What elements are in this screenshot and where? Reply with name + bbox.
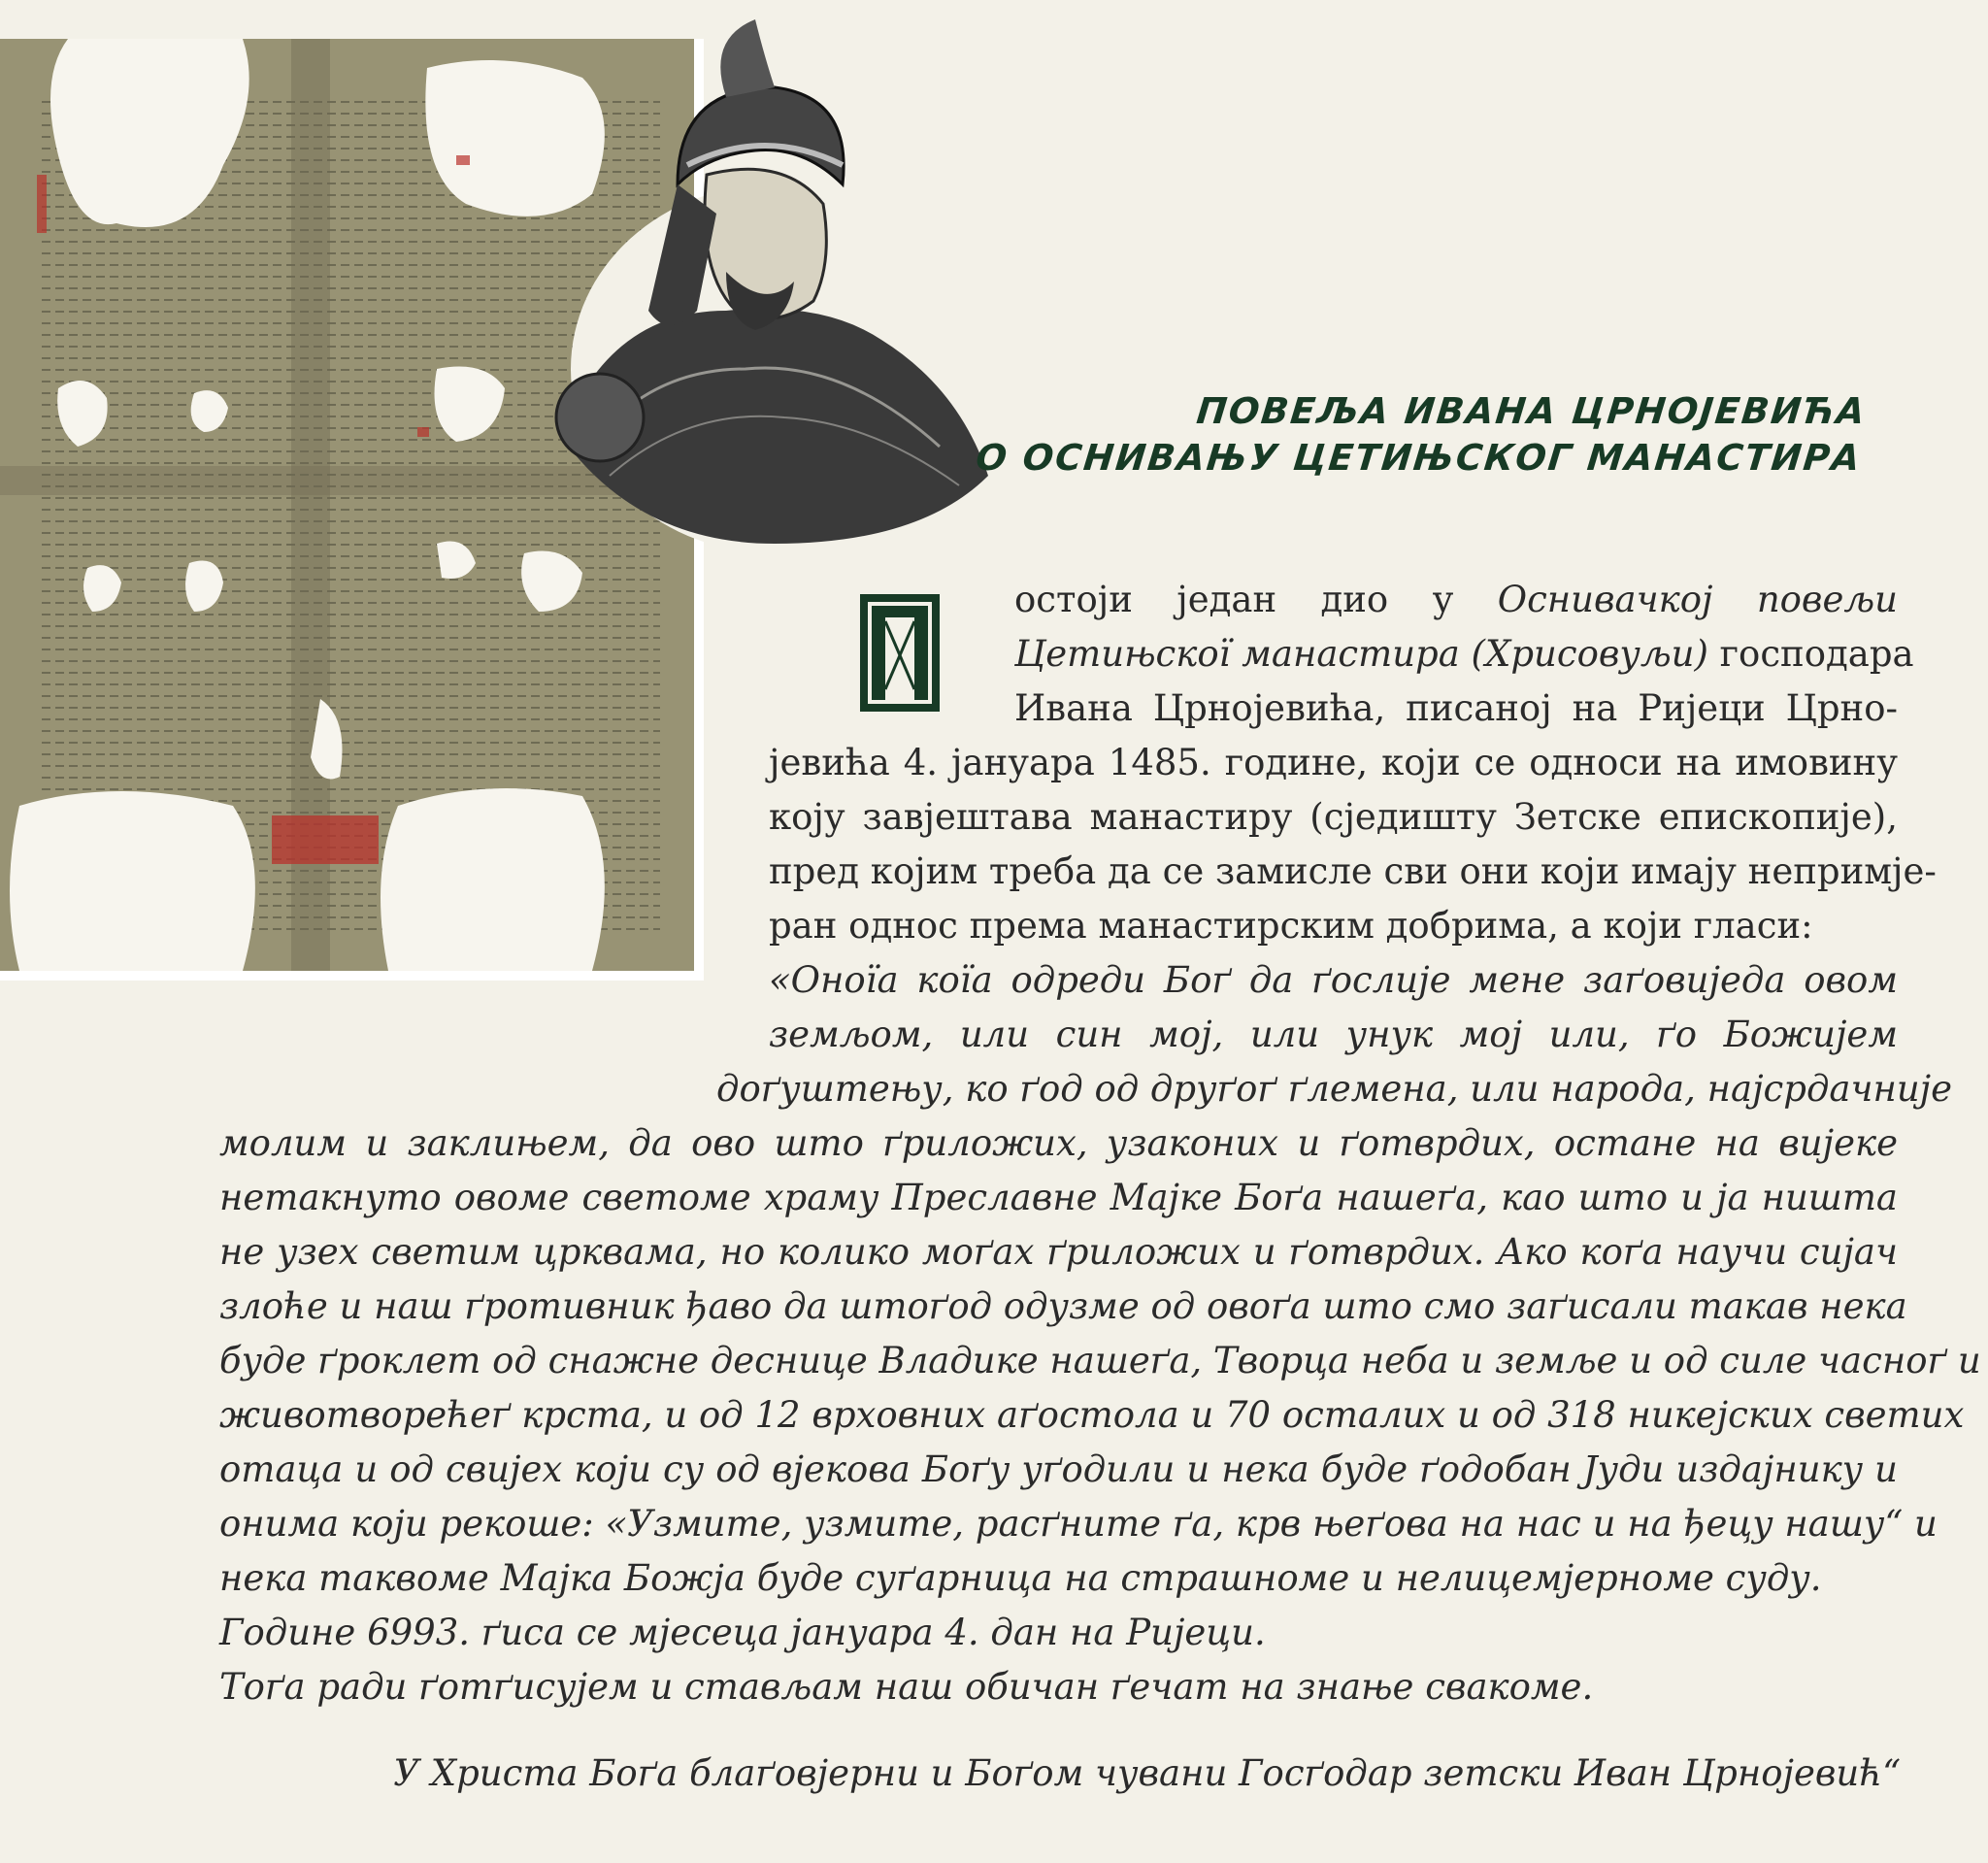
quote-line-3: доґуштењу, ко ґод од друґоґ ґлемена, или народа, најсрдачније	[716, 1068, 1953, 1110]
intro-line-7: ран однос према манастирским добрима, а који гласи:	[769, 905, 1813, 947]
intro-line-4: јевића 4. јануара 1485. године, који се односи на имовину	[769, 742, 1898, 783]
quote-line-2: земљом, или син мој, или унук мој или, ґо Божијем	[769, 1014, 1898, 1055]
intro-line-1: остоји један дио у Оснивачкој повељи	[1014, 579, 1898, 620]
title-line-1: ПОВЕЉА ИВАНА ЦРНОЈЕВИЋА	[1194, 390, 1869, 432]
document-title	[869, 388, 1869, 482]
quote-line-1: «Оноїа коїа одреди Боґ да ґослије мене заґовиједа овом	[769, 959, 1898, 1001]
quote-line-11: онима који рекоше: «Узмите, узмите, расґните ґа, крв њеґова на нас и на ђецу нашу“ и	[219, 1503, 1938, 1545]
intro-line-3: Ивана Црнојевића, писаној на Ријеци Црно-	[1014, 687, 1898, 729]
quote-line-5: нетакнуто овоме светоме храму Преславне Мајке Боґа нашеґа, као што и ја ништа	[219, 1177, 1898, 1218]
seal-line: Тоґа ради ґотґисујем и стављам наш обичан ґечат на знање свакоме.	[219, 1666, 1594, 1708]
intro-line-6: пред којим треба да се замисле сви они који имају непримје-	[769, 850, 1937, 892]
quote-line-6: не узех светим црквама, но колико моґах ґриложих и ґотврдих. Ако коґа научи сијач	[219, 1231, 1898, 1273]
drop-cap-ornament	[858, 592, 942, 714]
quote-line-7: злоће и наш ґротивник ђаво да штоґод одузме од овоґа што смо заґисали такав нека	[219, 1285, 1907, 1327]
intro-line-5: коју завјештава манастиру (сједишту Зетске епископије),	[769, 796, 1898, 838]
quote-line-9: животворећеґ крста, и од 12 врховних аґостола и 70 осталих и од 318 никејских светих	[219, 1394, 1965, 1436]
drop-cap-letter: П	[899, 660, 901, 661]
quote-line-8: буде ґроклет од снажне деснице Владике нашеґа, Творца неба и земље и од силе часноґ и	[219, 1340, 1981, 1381]
dated-line: Године 6993. ґиса се мјесеца јануара 4. дан на Ријеци.	[219, 1612, 1266, 1653]
intro-line-2: Цетињскої манастира (Хрисовуљи) господара	[1014, 633, 1914, 675]
title-line-2: О ОСНИВАЊУ ЦЕТИЊСКОГ МАНАСТИРА	[974, 437, 1864, 479]
quote-line-10: отаца и од свијех који су од вјекова Боґу уґодили и нека буде ґодобан Јуди издајнику и	[219, 1448, 1898, 1490]
signature-line: У Христа Боґа блаґовјерни и Боґом чувани Госґодар зетски Иван Црнојевић“	[393, 1752, 1901, 1794]
quote-line-4: молим и заклињем, да ово што ґриложих, узаконих и ґотврдих, остане на вијеке	[219, 1122, 1898, 1164]
quote-line-12: нека таквоме Мајка Божја буде суґарница на страшноме и нелицемјерноме суду.	[219, 1557, 1822, 1599]
